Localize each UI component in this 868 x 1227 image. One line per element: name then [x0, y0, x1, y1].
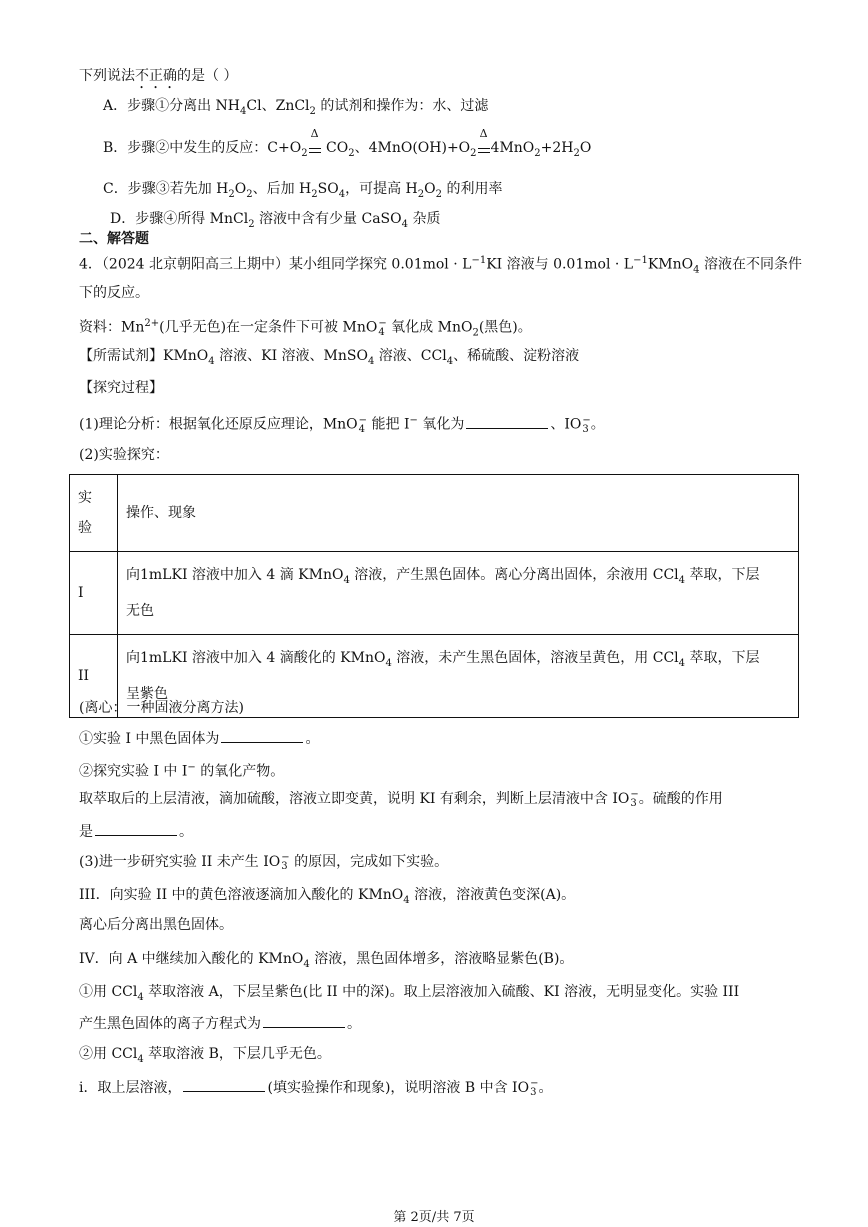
process-heading: 【探究过程】 [79, 380, 163, 396]
note: (离心：一种固液分离方法) [79, 700, 244, 716]
part-2: (2)实验探究： [79, 447, 169, 463]
sub-5: ①用 CCl$_4$ 萃取溶液 A，下层呈紫色(比 II 中的深)。取上层溶液加入硫酸、KI 溶液，无明显变化。实验 III [79, 984, 740, 1003]
sub-5-cont: 产生黑色固体的离子方程式为 。 [79, 1013, 361, 1034]
step-4: IV．向 A 中继续加入酸化的 KMnO$_4$ 溶液，黑色固体增多，溶液略显紫色(B)。 [79, 951, 574, 970]
part-3: (3)进一步研究实验 II 未产生 IO − 3 的原因，完成如下实验。 [79, 852, 449, 872]
row-id: II [70, 634, 118, 717]
answer-blank[interactable] [221, 728, 303, 743]
sub-2: ②探究实验 I 中 I− 的氧化产物。 [79, 762, 285, 780]
experiment-table [69, 474, 799, 718]
section-heading: 二、解答题 [79, 231, 149, 247]
q4-line1: 4．（2024 北京朝阳高三上期中）某小组同学探究 $0.01mol \cdot L^{-1}KI$ 溶液与 $0.01mol \cdot L^{-1}KMnO_4$ 溶液在不同条件 [79, 255, 802, 276]
option-b: B．步骤②中发生的反应：$C+O_2$ Δ $CO_2$、$4MnO(OH)+O_2$ Δ $4MnO_2+2H_2O$ [103, 127, 592, 159]
page-footer: 第 2页/共 7页 [393, 1210, 475, 1225]
sub-7: i．取上层溶液， (填实验操作和现象)，说明溶液 B 中含 IO − 3 。 [79, 1078, 553, 1098]
sub-6: ②用 CCl$_4$ 萃取溶液 B，下层几乎无色。 [79, 1046, 331, 1065]
q4-line2: 下的反应。 [79, 285, 149, 301]
answer-blank[interactable] [183, 1077, 265, 1092]
option-d: D．步骤④所得 MnCl$_2$ 溶液中含有少量 CaSO$_4$ 杂质 [110, 211, 441, 230]
header-experiment: 实 验 [70, 475, 118, 552]
table-row [70, 552, 799, 635]
option-c: C．步骤③若先加 $H_2O_2$、后加 $H_2SO_4$，可提高 $H_2O_2$ 的利用率 [103, 181, 503, 200]
part-1: (1)理论分析：根据氧化还原反应理论，MnO − 4 能把 I− 氧化为 、IO − 3 。 [79, 414, 605, 435]
answer-blank[interactable] [263, 1013, 345, 1028]
row-id: I [70, 552, 118, 635]
step-3-cont: 离心后分离出黑色固体。 [79, 917, 233, 933]
reference-material: 资料：$Mn^{2+}$(几乎无色)在一定条件下可被 MnO − 4 氧化成 MnO$_2$(黑色)。 [79, 317, 532, 339]
option-a: A．步骤①分离出 $NH_4Cl$、ZnCl$_2$ 的试剂和操作为：水、过滤 [103, 98, 489, 117]
reagents: 【所需试剂】KMnO$_4$ 溶液、KI 溶液、MnSO$_4$ 溶液、CCl$_4$、稀硫酸、淀粉溶液 [79, 348, 580, 367]
sub-3: 取萃取后的上层清液，滴加硫酸，溶液立即变黄，说明 KI 有剩余，判断上层清液中含 IO − 3 。硫酸的作用 [79, 789, 723, 809]
table-header-row [70, 475, 799, 552]
answer-blank[interactable] [466, 414, 548, 429]
step-3: III．向实验 II 中的黄色溶液逐滴加入酸化的 KMnO$_4$ 溶液，溶液黄色变深(A)。 [79, 887, 576, 906]
heat-symbol-2: Δ [477, 138, 491, 158]
answer-blank[interactable] [95, 821, 177, 836]
row-desc: 向1mLKI 溶液中加入 4 滴 KMnO$_4$ 溶液，产生黑色固体。离心分离出固体，余液用 CCl$_4$ 萃取，下层 无色 [118, 552, 799, 635]
question-stem: 下列说法不正确的是（ ） [79, 68, 238, 84]
sub-4: 是 。 [79, 821, 193, 842]
heat-symbol: Δ [308, 138, 322, 158]
header-operation: 操作、现象 [118, 475, 799, 552]
row-desc: 向1mLKI 溶液中加入 4 滴酸化的 KMnO$_4$ 溶液，未产生黑色固体，溶液呈黄色，用 CCl$_4$ 萃取，下层 呈紫色 [118, 634, 799, 717]
sub-1: ①实验 I 中黑色固体为 。 [79, 728, 319, 749]
